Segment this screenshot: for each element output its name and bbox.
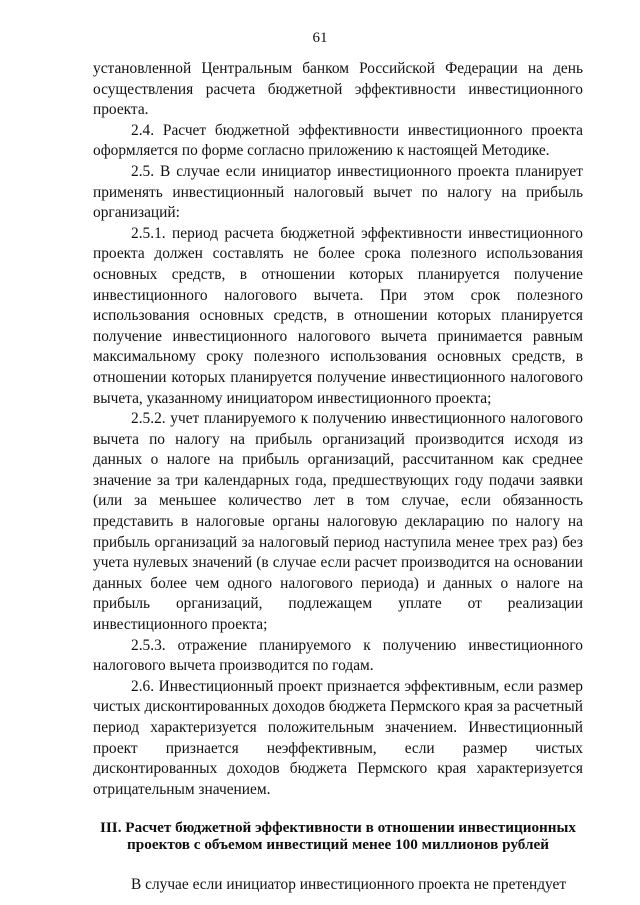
page-number: 61 <box>312 30 328 46</box>
section-heading-line-1: III. Расчет бюджетной эффективности в отношении инвестиционных <box>99 819 577 837</box>
paragraph-2-4: 2.4. Расчет бюджетной эффективности инвестиционного проекта оформляется по форме согласно приложению к настоящей Методике. <box>93 121 583 160</box>
paragraph-2-6: 2.6. Инвестиционный проект признается эффективным, если размер чистых дисконтированных доходов бюджета Пермского края за расчетный период характеризуется положительным значением. Инвестиционный проект признается неэффективным, если размер чистых дисконтированных доходов бюджета Пермского края характеризуется отрицательным значением. <box>93 677 583 798</box>
paragraph-2-5-2: 2.5.2. учет планируемого к получению инвестиционного налогового вычета по налогу на прибыль организаций производится исходя из данных о налоге на прибыль организаций, рассчитанном как среднее значение за три календарных года, предшествующих году подачи заявки (или за меньшее количество лет в том случае, если обязанность представить в налоговые органы налоговую декларацию по налогу на прибыль организаций за налоговый период наступила менее трех раз) без учета нулевых значений (в случае если расчет производится на основании данных более чем одного налогового периода) и данных о налоге на прибыль организаций, подлежащем уплате от реализации инвестиционного проекта; <box>93 410 583 634</box>
paragraph-2-5-3: 2.5.3. отражение планируемого к получению инвестиционного налогового вычета производится по годам. <box>93 636 583 675</box>
paragraph-2-5: 2.5. В случае если инициатор инвестиционного проекта планирует применять инвестиционный налоговый вычет по налогу на прибыль организаций: <box>93 162 583 222</box>
section-heading-line-2: проектов с объемом инвестиций менее 100 миллионов рублей <box>127 836 549 854</box>
paragraph-continuation: установленной Центральным банком Российской Федерации на день осуществления расчета бюджетной эффективности инвестиционного проекта. <box>93 60 583 119</box>
document-body <box>93 59 583 896</box>
paragraph-section-3-intro: В случае если инициатор инвестиционного проекта не претендует <box>131 876 567 894</box>
paragraph-2-5-1: 2.5.1. период расчета бюджетной эффективности инвестиционного проекта должен составлять не более срока полезного использования основных средств, в отношении которых планируется получение инвестиционного налогового вычета. При этом срок полезного использования основных средств, в отношении которых планируется получение инвестиционного налогового вычета принимается равным максимальному сроку полезного использования основных средств, в отношении которых планируется получение инвестиционного налогового вычета, указанному инициатором инвестиционного проекта; <box>93 224 583 407</box>
section-heading <box>93 819 583 853</box>
